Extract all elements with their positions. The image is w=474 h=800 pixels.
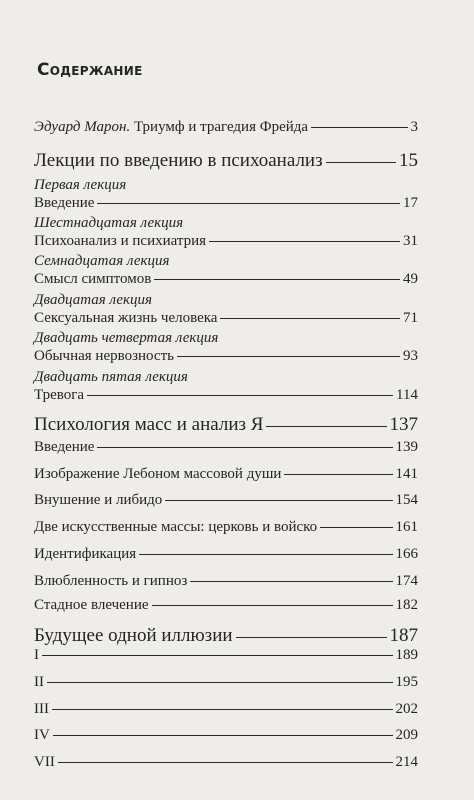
toc-entry[interactable] — [34, 518, 418, 536]
entry-page: 189 — [395, 647, 418, 663]
leader-line — [53, 735, 393, 736]
toc-entry[interactable] — [34, 491, 418, 509]
entry-title: Тревога — [34, 387, 85, 403]
leader-line — [311, 127, 407, 128]
leader-line — [165, 500, 392, 501]
lecture-label: Шестнадцатая лекция — [34, 215, 184, 231]
toc-entry[interactable] — [34, 673, 418, 691]
entry-page: 195 — [395, 674, 418, 690]
entry-title: Стадное влечение — [34, 597, 149, 613]
entry-page: 209 — [395, 727, 418, 743]
leader-line — [320, 527, 392, 528]
leader-line — [190, 581, 392, 582]
entry-title: Психоанализ и психиатрия — [34, 233, 207, 249]
page-title: Содержание — [37, 60, 143, 80]
entry-page: 17 — [403, 195, 418, 211]
entry-page: 214 — [395, 754, 418, 770]
entry-title: Изображение Лебоном массовой души — [34, 466, 282, 482]
entry-page: 202 — [395, 701, 418, 717]
toc-entry[interactable] — [34, 596, 418, 614]
entry-page: 182 — [395, 597, 418, 613]
lecture-label: Первая лекция — [34, 177, 127, 193]
lecture-label: Двадцать пятая лекция — [34, 369, 188, 385]
toc-entry[interactable] — [34, 270, 418, 288]
entry-title: Сексуальная жизнь человека — [34, 310, 218, 326]
section-title: Будущее одной иллюзии — [34, 625, 233, 646]
entry-page: 161 — [395, 519, 418, 535]
section-page: 15 — [399, 150, 418, 171]
leader-line — [266, 426, 386, 427]
entry-page: 166 — [395, 546, 418, 562]
toc-entry[interactable] — [34, 545, 418, 563]
entry-page: 49 — [403, 271, 418, 287]
section-title: Психология масс и анализ Я — [34, 414, 264, 435]
leader-line — [209, 241, 400, 242]
toc-entry[interactable] — [34, 646, 418, 664]
leader-line — [47, 682, 393, 683]
entry-title: IV — [34, 727, 50, 743]
leader-line — [87, 395, 393, 396]
leader-line — [58, 762, 393, 763]
section-title: Лекции по введению в психоанализ — [34, 150, 323, 171]
entry-title: II — [34, 674, 44, 690]
entry-page: 3 — [410, 119, 418, 135]
toc-entry[interactable] — [34, 700, 418, 718]
leader-line — [52, 709, 393, 710]
leader-line — [152, 605, 393, 606]
entry-page: 139 — [395, 439, 418, 455]
toc-entry[interactable] — [34, 232, 418, 250]
toc-entry[interactable] — [34, 386, 418, 404]
toc-entry[interactable] — [34, 465, 418, 483]
leader-line — [220, 318, 400, 319]
entry-title: Влюбленность и гипноз — [34, 573, 188, 589]
entry-title: I — [34, 647, 39, 663]
entry-title: Две искусственные массы: церковь и войско — [34, 519, 318, 535]
entry-title: Обычная нервозность — [34, 348, 174, 364]
entry-title: Введение — [34, 439, 95, 455]
toc-entry[interactable] — [34, 572, 418, 590]
entry-title: III — [34, 701, 49, 717]
leader-line — [139, 554, 392, 555]
leader-line — [284, 474, 392, 475]
toc-section-mass-psychology[interactable] — [34, 414, 418, 436]
section-page: 137 — [389, 414, 418, 435]
toc-entry[interactable] — [34, 438, 418, 456]
lecture-label: Двадцать четвертая лекция — [34, 330, 219, 346]
toc-entry[interactable] — [34, 726, 418, 744]
leader-line — [97, 203, 400, 204]
entry-page: 174 — [395, 573, 418, 589]
entry-page: 154 — [395, 492, 418, 508]
leader-line — [326, 162, 396, 163]
entry-title: Введение — [34, 195, 95, 211]
entry-title: Смысл симптомов — [34, 271, 152, 287]
entry-title: VII — [34, 754, 55, 770]
entry-page: 141 — [395, 466, 418, 482]
leader-line — [42, 655, 393, 656]
leader-line — [177, 356, 400, 357]
lecture-label: Двадцатая лекция — [34, 292, 153, 308]
toc-entry[interactable] — [34, 347, 418, 365]
toc-entry[interactable] — [34, 194, 418, 212]
entry-title: Идентификация — [34, 546, 137, 562]
leader-line — [236, 637, 387, 638]
toc-entry-intro[interactable] — [34, 118, 418, 136]
entry-title: Триумф и трагедия Фрейда — [130, 119, 309, 135]
entry-page: 71 — [403, 310, 418, 326]
toc-entry[interactable] — [34, 753, 418, 771]
entry-page: 114 — [396, 387, 418, 403]
entry-page: 93 — [403, 348, 418, 364]
entry-title: Внушение и либидо — [34, 492, 163, 508]
lecture-label: Семнадцатая лекция — [34, 253, 170, 269]
toc-entry[interactable] — [34, 309, 418, 327]
toc-section-lectures[interactable] — [34, 150, 418, 172]
toc-section-illusion[interactable] — [34, 625, 418, 647]
entry-author: Эдуард Марон. — [34, 119, 131, 135]
section-page: 187 — [389, 625, 418, 646]
entry-page: 31 — [403, 233, 418, 249]
leader-line — [97, 447, 392, 448]
leader-line — [154, 279, 400, 280]
